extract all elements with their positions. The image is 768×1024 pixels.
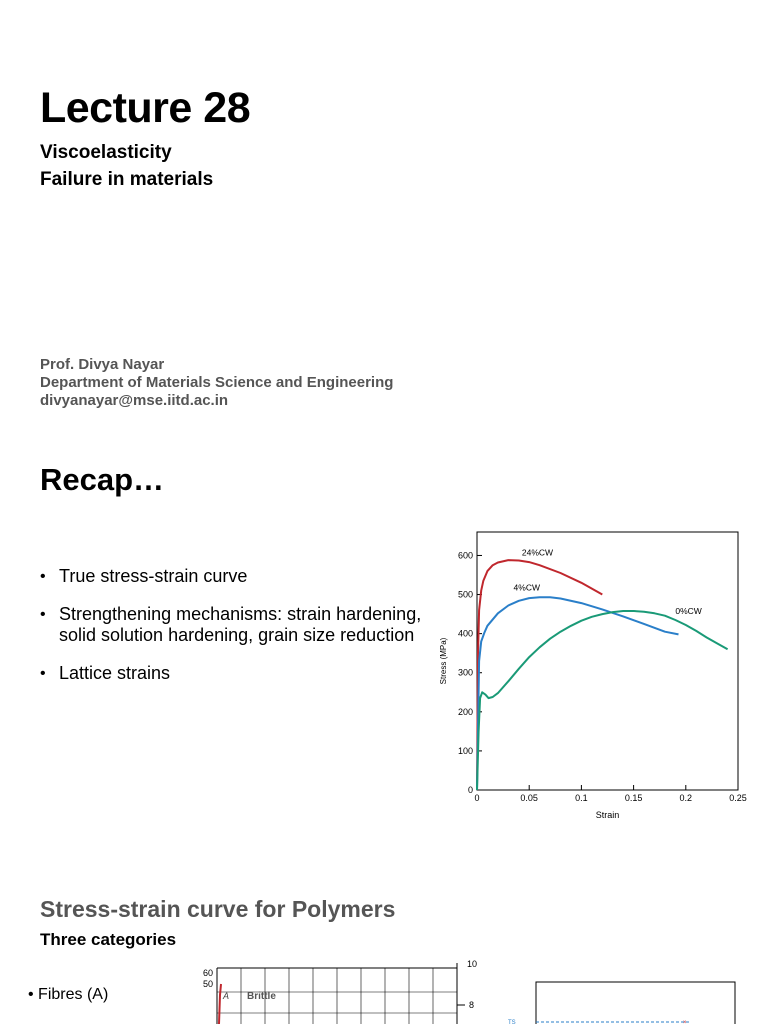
x-axis-label: Strain [595,810,620,820]
ts-label: TS [508,1020,516,1024]
x-tick-label: 0.1 [575,793,588,803]
y-tick-label: 500 [457,589,473,600]
plot-frame [536,982,735,1024]
ts-marker: × [683,1020,687,1024]
y-tick-label: 0 [467,785,473,795]
series-line-4pctcw [477,597,679,790]
y2-tick-label: 8 [469,1000,475,1010]
series-label: 0%CW [675,606,702,617]
series-label: 4%CW [513,582,540,593]
author-department: Department of Materials Science and Engineering [40,374,394,391]
polymers-subtitle: Three categories [40,930,177,949]
y-tick-label: 300 [457,667,473,678]
x-tick-label: 0.25 [729,793,747,803]
polymer-chart [195,955,485,1024]
series-label: 24%CW [521,547,554,558]
polymer-chart-2 [500,975,750,1024]
polymers-title: Stress-strain curve for Polymers [40,896,396,922]
recap-bullet: • True stress-strain curve [40,566,425,587]
recap-bullet: • Lattice strains [40,663,425,684]
x-tick-label: 0.2 [679,793,693,803]
series-line-24pctcw [477,560,602,790]
y-tick-label: 50 [202,978,213,989]
curve-label: A [223,991,230,1001]
series-line-0pctcw [477,611,728,790]
y-axis-label: Stress (MPa) [439,637,448,685]
recap-bullet-list [40,566,425,701]
subtitle-failure: Failure in materials [40,169,214,190]
y-tick-label: 600 [457,550,473,561]
recap-bullet: • Strengthening mechanisms: strain hardening, solid solution hardening, grain size reduction [40,604,425,646]
author-name: Prof. Divya Nayar [40,356,165,373]
polymers-bullet: • Fibres (A) [28,986,109,1003]
curve-label: Brittle [247,991,276,1002]
recap-title: Recap… [40,462,165,497]
subtitle-viscoelasticity: Viscoelasticity [40,142,172,163]
series-line-a [219,984,221,1024]
x-tick-label: 0.05 [520,793,538,803]
y-tick-label: 200 [457,706,473,717]
x-tick-label: 0 [474,793,480,803]
y-tick-label: 400 [457,628,473,639]
stress-strain-chart [430,520,745,825]
author-email: divyanayar@mse.iitd.ac.in [40,392,229,409]
polymers-bullet-text: Fibres (A) [38,986,109,1003]
y2-tick-label: 10 [467,959,478,969]
y-tick-label: 100 [457,745,473,756]
y-tick-label: 60 [202,968,213,979]
lecture-title: Lecture 28 [40,84,251,132]
x-tick-label: 0.15 [624,793,643,803]
plot-frame [477,532,738,790]
